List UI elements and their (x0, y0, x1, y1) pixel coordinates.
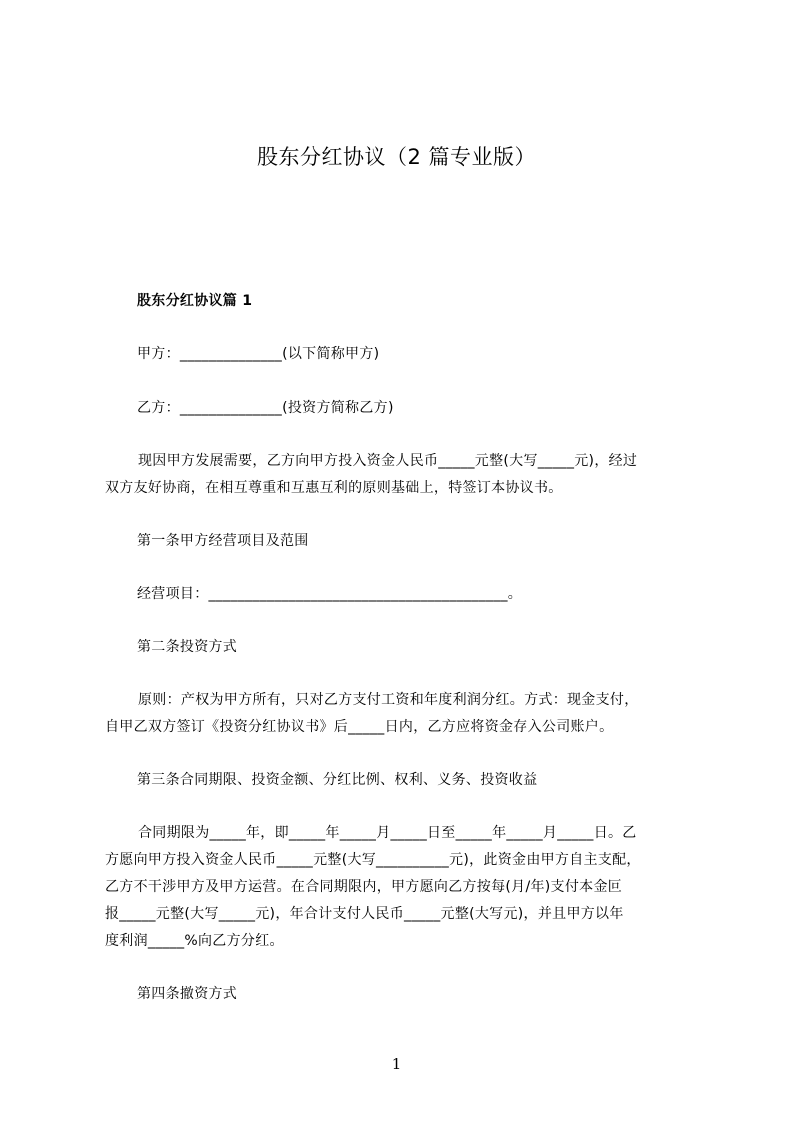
article-3-line: 方愿向甲方投入资金人民币_____元整(大写__________元)，此资金由甲方自主支配， (105, 852, 641, 868)
intro-line: 双方友好协商，在相互尊重和互惠互利的原则基础上，特签订本协议书。 (105, 480, 563, 496)
article-4-heading: 第四条撤资方式 (137, 986, 238, 1002)
business-item-line: 经营项目：_________________________________________。 (137, 586, 523, 602)
article-3-line: 报_____元整(大写_____元)，年合计支付人民币_____元整(大写元)，并且甲方以年 (105, 906, 624, 922)
article-3-line: 乙方不干涉甲方及甲方运营。在合同期限内，甲方愿向乙方按每(月/年)支付本金叵 (105, 879, 623, 895)
party-a-line: 甲方：______________(以下简称甲方) (137, 346, 380, 362)
document-title: 股东分红协议（2 篇专业版） (256, 145, 537, 169)
article-1-heading: 第一条甲方经营项目及范围 (137, 533, 309, 549)
page-number: 1 (391, 1055, 402, 1073)
article-3-heading: 第三条合同期限、投资金额、分红比例、权利、义务、投资收益 (137, 772, 538, 788)
article-3-line: 合同期限为_____年，即_____年_____月_____日至_____年_____月_____日。乙 (138, 825, 637, 841)
party-b-line: 乙方：______________(投资方简称乙方) (137, 400, 394, 416)
article-2-line: 原则：产权为甲方所有，只对乙方支付工资和年度利润分红。方式：现金支付， (138, 692, 639, 708)
article-3-line: 度利润_____%向乙方分红。 (105, 933, 284, 949)
article-2-heading: 第二条投资方式 (137, 639, 238, 655)
intro-paragraph (105, 448, 705, 502)
article-2-paragraph (105, 687, 705, 741)
section-heading: 股东分红协议篇 1 (137, 293, 253, 309)
article-2-line: 自甲乙双方签订《投资分红协议书》后_____日内，乙方应将资金存入公司账户。 (105, 719, 614, 735)
article-3-paragraph (105, 820, 705, 955)
intro-line: 现因甲方发展需要，乙方向甲方投入资金人民币_____元整(大写_____元)，经过 (138, 453, 638, 469)
